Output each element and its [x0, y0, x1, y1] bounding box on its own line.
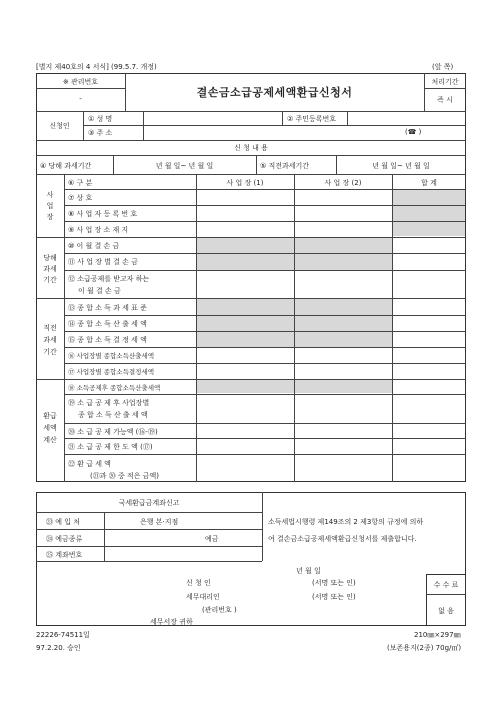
- col-total: 합 계: [421, 179, 437, 187]
- telephone-field: (☎ ): [405, 128, 422, 136]
- row-refund-amount: ㉒ 환 급 세 액: [68, 460, 111, 468]
- processing-period-value: 즉 시: [437, 96, 453, 104]
- row-trade-name: ⑦ 상 호: [68, 194, 93, 202]
- row-carryback-loss-2: 이 월 결 손 금: [78, 287, 121, 295]
- col-category: ⑥ 구 분: [68, 179, 93, 187]
- row-refund-note: (㉑과 ⑳ 중 적은 금액): [90, 472, 159, 480]
- name-label: ① 성 명: [88, 115, 113, 123]
- fee-value: 없 음: [438, 607, 454, 615]
- row-carryback-loss-1: ⑫ 소급공제를 받고자 하는: [68, 275, 150, 283]
- col-site-2: 사 업 장 (2): [324, 179, 362, 187]
- account-number-label: ㉕ 계좌번호: [46, 551, 83, 559]
- section-title: 신 청 내 용: [234, 144, 268, 152]
- row-post-carryback-site-1: ⑲ 소 급 공 제 후 사업장별: [68, 399, 150, 407]
- group-previous-period: 직전 과세 기간: [43, 324, 57, 356]
- addressee: 세무서장 귀하: [150, 618, 193, 626]
- group-current-period: 당해 과세 기간: [43, 254, 57, 284]
- approval-date: 97.2.20. 승인: [36, 644, 81, 652]
- mgmt-no-label: ※ 관리번호: [62, 78, 99, 86]
- group-refund-calc: 환급 세액 계산: [43, 412, 57, 444]
- group-business-site: 사 업 장: [46, 191, 54, 221]
- row-post-carryback-site-2: 종 합 소 득 산 출 세 액: [78, 411, 148, 419]
- rrn-label: ② 주민등록번호: [287, 115, 337, 123]
- row-carryback-limit: ㉑ 소 급 공 제 한 도 액 (⑰): [68, 443, 153, 451]
- row-site-determined-tax: ⑰ 사업장별 종합소득결정세액: [68, 368, 154, 376]
- mgmt-no-value: -: [79, 95, 82, 103]
- deposit-type-value: 예금: [205, 535, 219, 543]
- statement-line-1: 소득세법시행령 제149조의 2 제3항의 규정에 의하: [268, 518, 424, 526]
- row-tax-base: ⑬ 종 합 소 득 과 세 표 준: [68, 304, 147, 312]
- deposit-type-label: ㉔ 예금종류: [46, 535, 83, 543]
- address-label: ③ 주 소: [88, 129, 113, 137]
- row-determined-tax: ⑮ 종 합 소 득 결 정 세 액: [68, 336, 147, 344]
- paper-size: 210㎜×297㎜: [414, 631, 461, 639]
- page-side-label: (앞 쪽): [432, 63, 454, 71]
- date-line: 년 월 일: [296, 567, 321, 575]
- prev-period-value: 년 월 일~ 년 월 일: [372, 162, 430, 170]
- row-computed-tax: ⑭ 종 합 소 득 산 출 세 액: [68, 320, 147, 328]
- bank-account-title: 국세환급금계좌신고: [118, 499, 180, 507]
- agent-mgmt-no: (관리번호 ): [202, 606, 237, 614]
- form-title: 결손금소급공제세액환급신청서: [196, 86, 353, 99]
- row-site-computed-tax: ⑯ 사업장별 종합소득산출세액: [68, 352, 154, 360]
- col-site-1: 사 업 장 (1): [226, 179, 264, 187]
- bank-value: 은행 본·지점: [140, 518, 179, 526]
- row-business-address: ⑨ 사 업 장 소 재 지: [68, 226, 129, 234]
- row-business-reg-no: ⑧ 사 업 자 등 록 번 호: [68, 210, 138, 218]
- statement-line-2: 여 결손금소급공제세액환급신청서를 제출합니다.: [268, 535, 417, 543]
- applicant-label: 신청인: [49, 122, 70, 130]
- agent-label: 세무대리인: [186, 593, 220, 601]
- form-reference: [별지 제40호의 4 서식] (99.5.7. 개정): [36, 63, 157, 71]
- bank-label: ㉓ 예 입 처: [46, 518, 80, 526]
- row-carryover-loss: ⑩ 이 월 결 손 금: [68, 242, 120, 250]
- paper-type: (보존용지(2종) 70g/㎡): [387, 644, 462, 652]
- agent-sign: (서명 또는 인): [312, 593, 356, 601]
- row-site-loss: ⑪ 사 업 장 별 결 손 금: [68, 258, 138, 266]
- processing-period-label: 처리기간: [431, 78, 459, 86]
- tax-period-label: ④ 당해 과세기간: [40, 162, 92, 170]
- prev-period-label: ⑤ 직전과세기간: [260, 162, 310, 170]
- form-code: 22226-74511일: [36, 631, 90, 639]
- tax-period-value: 년 월 일~ 년 월 일: [155, 162, 214, 170]
- row-post-deduction-tax: ⑱ 소득공제후 종합소득산출세액: [68, 384, 161, 392]
- row-carryback-available: ⑳ 소 급 공 제 가능액 (⑯-⑲): [68, 428, 158, 436]
- applicant-sign-label: 신 청 인: [186, 579, 211, 587]
- applicant-sign: (서명 또는 인): [312, 579, 356, 587]
- fee-label: 수 수 료: [433, 581, 459, 589]
